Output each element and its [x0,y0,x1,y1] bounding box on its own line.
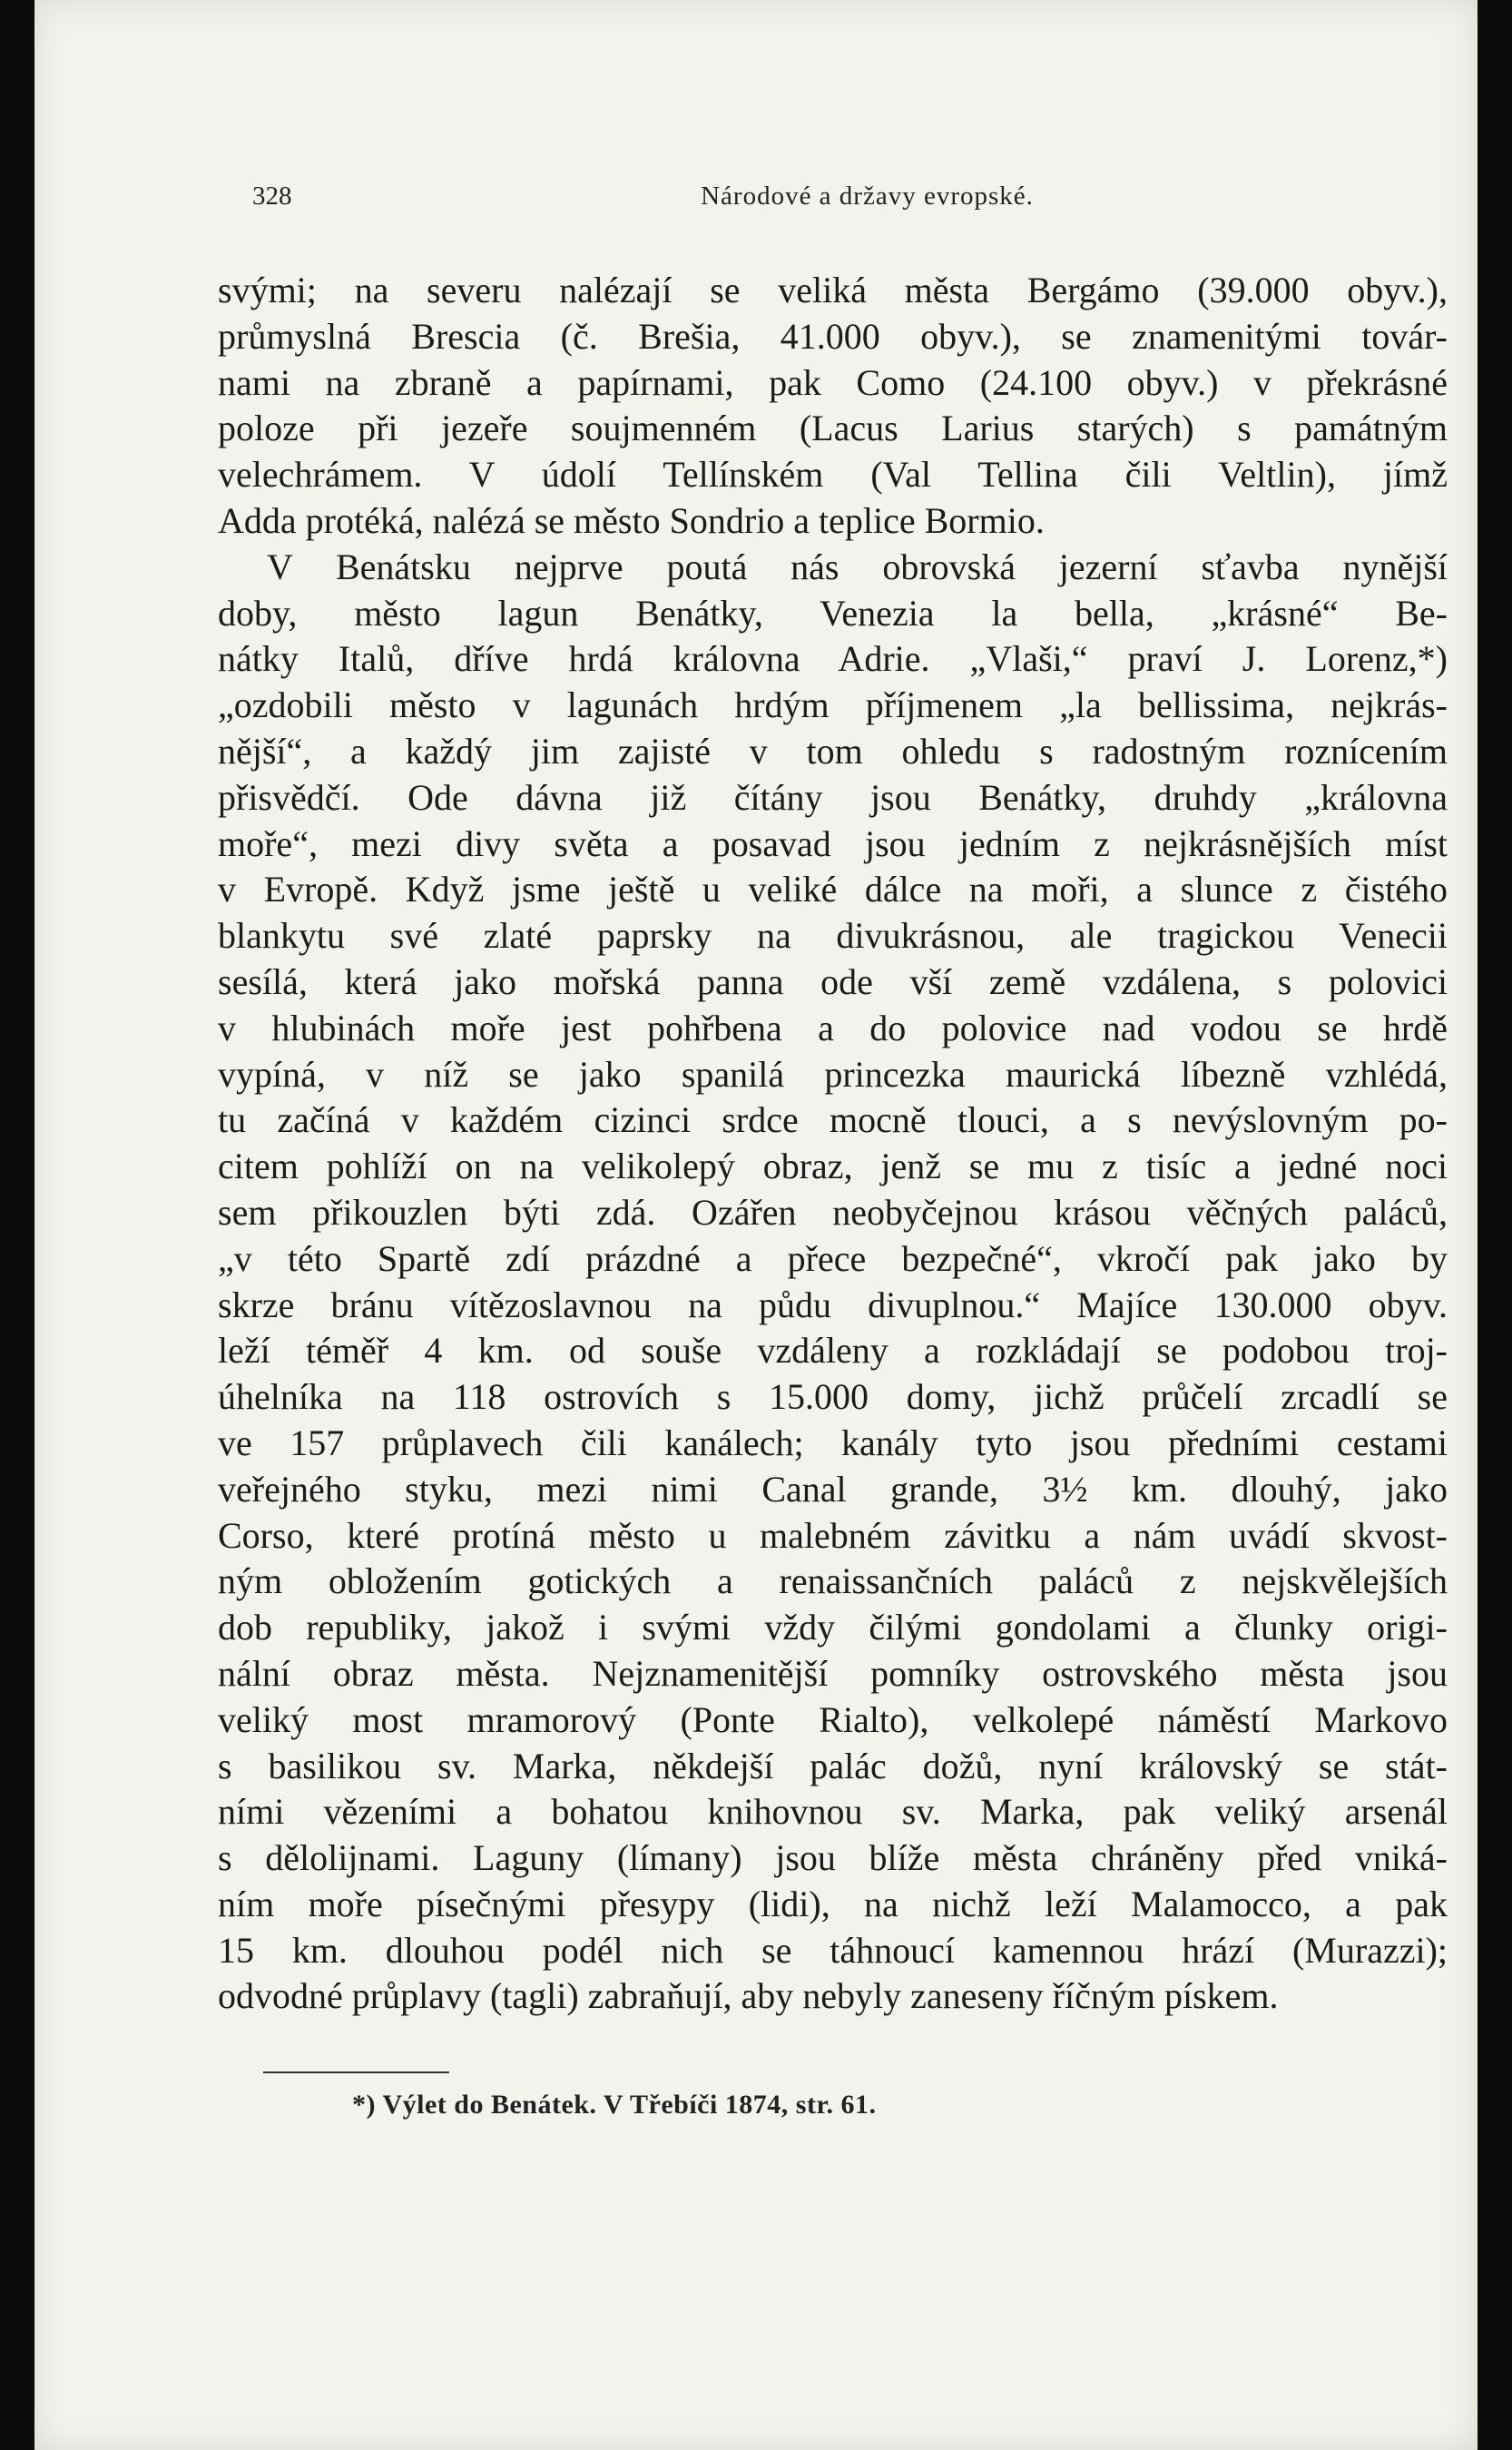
text-line: ním moře písečnými přesypy (lidi), na nichž leží Malamocco, a pak [218,1883,1448,1924]
page-number: 328 [252,182,292,211]
text-line: s basilikou sv. Marka, někdejší palác dožů, nyní královský se stát- [218,1745,1448,1786]
text-line: sesílá, která jako mořská panna ode vší země vzdálena, s polovici [218,960,1448,1002]
text-line: 15 km. dlouhou podél nich se táhnoucí kamennou hrází (Murazzi); [218,1929,1448,1971]
text-line: ními vězeními a bohatou knihovnou sv. Marka, pak veliký arsenál [218,1791,1448,1833]
footnote-text: Výlet do Benátek. V Třebíči 1874, str. 61. [382,2090,877,2120]
footnote-marker: *) [352,2090,376,2120]
text-line: moře“, mezi divy světa a posavad jsou jedním z nejkrásnějších míst [218,822,1448,864]
text-line: průmyslná Brescia (č. Brešia, 41.000 obyv.), se znamenitými továr- [218,315,1448,357]
text-line: citem pohlíží on na velikolepý obraz, jenž se mu z tisíc a jedné noci [218,1146,1448,1187]
text-line: úhelníka na 118 ostrovích s 15.000 domy, jichž průčelí zrcadlí se [218,1376,1448,1418]
running-head: Národové a državy evropské. [701,182,1034,211]
text-line: leží téměř 4 km. od souše vzdáleny a rozkládají se podobou troj- [218,1330,1448,1372]
text-line: svými; na severu nalézají se veliká města Bergámo (39.000 obyv.), [218,270,1448,310]
text-line: vypíná, v níž se jako spanilá princezka maurická líbezně vzhlédá, [218,1053,1448,1095]
footnote [352,2090,877,2120]
text-line: veřejného styku, mezi nimi Canal grande, 3½ km. dlouhý, jako [218,1468,1448,1510]
text-line: nální obraz města. Nejznamenitější pomníky ostrovského města jsou [218,1652,1448,1694]
body-text [218,268,1448,2020]
text-line: dob republiky, jakož i svými vždy čilými gondolami a člunky origi- [218,1607,1448,1648]
text-line: velechrámem. V údolí Tellínském (Val Tellina čili Veltlin), jímž [218,454,1448,496]
text-line: veliký most mramorový (Ponte Rialto), velkolepé náměstí Markovo [218,1698,1448,1740]
text-line: skrze bránu vítězoslavnou na půdu divuplnou.“ Majíce 130.000 obyv. [218,1284,1448,1325]
text-line: v hlubinách moře jest pohřbena a do polovice nad vodou se hrdě [218,1007,1448,1048]
text-line: nami na zbraně a papírnami, pak Como (24.100 obyv.) v překrásné [218,361,1448,403]
text-line: ve 157 průplavech čili kanálech; kanály tyto jsou předními cestami [218,1422,1448,1463]
text-line: Corso, které protíná město u malebném závitku a nám uvádí skvost- [218,1514,1448,1556]
text-line: v Evropě. Když jsme ještě u veliké dálce na moři, a slunce z čistého [218,869,1448,910]
text-line: poloze při jezeře soujmenném (Lacus Larius starých) s památným [218,408,1448,449]
text-line: V Benátsku nejprve poutá nás obrovská jezerní sťavba nynější [267,546,1448,587]
text-line: tu začíná v každém cizinci srdce mocně tlouci, a s nevýslovným po- [218,1099,1448,1141]
text-line: s dělolijnami. Laguny (límany) jsou blíže města chráněny před vniká- [218,1837,1448,1879]
text-line: ným obložením gotických a renaissančních paláců z nejskvělejších [218,1560,1448,1602]
text-line: Adda protéká, nalézá se město Sondrio a teplice Bormio. [218,499,1045,541]
text-line: „ozdobili město v lagunách hrdým příjmenem „la bellissima, nejkrás- [218,684,1448,726]
text-line: sem přikouzlen býti zdá. Ozářen neobyčejnou krásou věčných paláců, [218,1191,1448,1233]
footnote-rule [263,2071,449,2073]
page-header [252,174,1482,220]
text-line: přisvědčí. Ode dávna již čítány jsou Benátky, druhdy „královna [218,776,1448,818]
text-line: odvodné průplavy (tagli) zabraňují, aby nebyly zaneseny říčným pískem. [218,1975,1279,2017]
text-line: „v této Spartě zdí prázdné a přece bezpečné“, vkročí pak jako by [218,1237,1448,1279]
text-line: nátky Italů, dříve hrdá královna Adrie. „Vlaši,“ praví J. Lorenz,*) [218,638,1448,680]
text-line: nější“, a každý jim zajisté v tom ohledu s radostným roznícením [218,730,1448,772]
text-line: doby, město lagun Benátky, Venezia la bella, „krásné“ Be- [218,592,1448,634]
text-line: blankytu své zlaté paprsky na divukrásnou, ale tragickou Venecii [218,915,1448,957]
